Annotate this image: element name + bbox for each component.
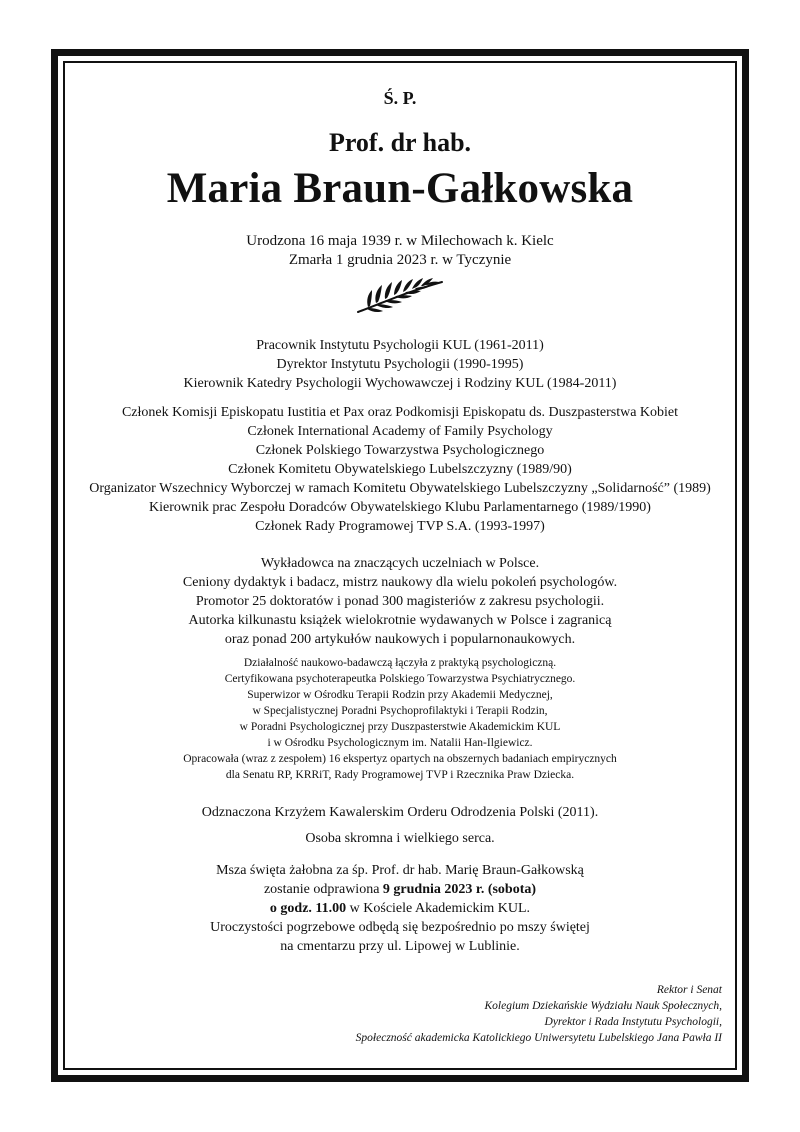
list-item: Dyrektor Instytutu Psychologii (1990-1995) [276,357,524,372]
funeral-mass-info [66,861,734,956]
birth-line: Urodzona 16 maja 1939 r. w Milechowach k. Kielc [246,233,554,249]
list-item: w Poradni Psychologicznej przy Duszpasterstwie Akademickim KUL [239,721,561,733]
list-item: dla Senatu RP, KRRiT, Rady Programowej TVP i Rzecznika Praw Dziecka. [225,769,575,781]
list-item: Kierownik Katedry Psychologii Wychowawczej i Rodziny KUL (1984-2011) [183,376,617,391]
mass-time: o godz. 11.00 [269,901,347,916]
mass-text: zostanie odprawiona [263,882,383,897]
list-item: Promotor 25 doktoratów i ponad 300 magisteriów z zakresu psychologii. [195,594,605,609]
mass-line [66,880,734,899]
mass-line: Msza święta żałobna za śp. Prof. dr hab. Marię Braun-Gałkowską [216,863,584,878]
list-item: Wykładowca na znaczących uczelniach w Polsce. [260,556,540,571]
memberships-list [66,403,734,536]
list-item: Superwizor w Ośrodku Terapii Rodzin przy Akademii Medycznej, [247,689,553,701]
life-dates [66,232,734,270]
deceased-name: Maria Braun-Gałkowska [166,165,634,212]
list-item: oraz ponad 200 artykułów naukowych i popularnonaukowych. [224,632,576,647]
tribute-line: Osoba skromna i wielkiego serca. [305,831,495,846]
signatory-line: Społeczność akademicka Katolickiego Uniwersytetu Lubelskiego Jana Pawła II [355,1032,722,1044]
list-item: Organizator Wszechnicy Wyborczej w ramach Komitetu Obywatelskiego Lubelszczyzny „Solidarność” (1989) [89,481,711,496]
mass-date: 9 grudnia 2023 r. (sobota) [382,882,537,897]
list-item: Certyfikowana psychoterapeutka Polskiego Towarzystwa Psychiatrycznego. [224,673,576,685]
activity-paragraph [66,655,734,783]
mass-line: Uroczystości pogrzebowe odbędą się bezpośrednio po mszy świętej [210,920,590,935]
academic-title: Prof. dr hab. [328,128,472,157]
list-item: Członek Polskiego Towarzystwa Psychologicznego [255,443,545,458]
mass-text: w Kościele Akademickim KUL. [346,901,531,916]
list-item: Opracowała (wraz z zespołem) 16 ekspertyz opartych na obszernych badaniach empirycznych [183,753,617,765]
list-item: Członek Komitetu Obywatelskiego Lubelszczyzny (1989/90) [228,462,572,477]
signatory-line: Kolegium Dziekańskie Wydziału Nauk Społecznych, [484,1000,722,1012]
teaching-paragraph [66,554,734,649]
list-item: w Specjalistycznej Poradni Psychoprofilaktyki i Terapii Rodzin, [252,705,548,717]
mass-line [66,899,734,918]
honor-line: Odznaczona Krzyżem Kawalerskim Orderu Odrodzenia Polski (2011). [201,805,599,820]
signatory-line: Dyrektor i Rada Instytutu Psychologii, [544,1016,722,1028]
mass-line: na cmentarzu przy ul. Lipowej w Lublinie. [280,939,520,954]
list-item: Członek Rady Programowej TVP S.A. (1993-1997) [255,519,545,534]
list-item: Kierownik prac Zespołu Doradców Obywatelskiego Klubu Parlamentarnego (1989/1990) [149,500,651,515]
signatories [356,982,722,1046]
positions-list [66,336,734,393]
list-item: i w Ośrodku Psychologicznym im. Natalii Han-Ilgiewicz. [267,737,533,749]
list-item: Działalność naukowo-badawczą łączyła z praktyką psychologiczną. [243,657,557,669]
abbrev-sp: Ś. P. [383,88,417,108]
list-item: Pracownik Instytutu Psychologii KUL (1961-2011) [256,338,544,353]
list-item: Członek Komisji Episkopatu Iustitia et Pax oraz Podkomisji Episkopatu ds. Duszpasterstwa Kobiet [121,405,679,420]
palm-branch-icon [354,276,446,316]
list-item: Ceniony dydaktyk i badacz, mistrz naukowy dla wielu pokoleń psychologów. [182,575,618,590]
death-line: Zmarła 1 grudnia 2023 r. w Tyczynie [288,252,512,268]
list-item: Członek International Academy of Family Psychology [247,424,553,439]
list-item: Autorka kilkunastu książek wielokrotnie wydawanych w Polsce i zagranicą [188,613,612,628]
signatory-line: Rektor i Senat [656,984,722,996]
